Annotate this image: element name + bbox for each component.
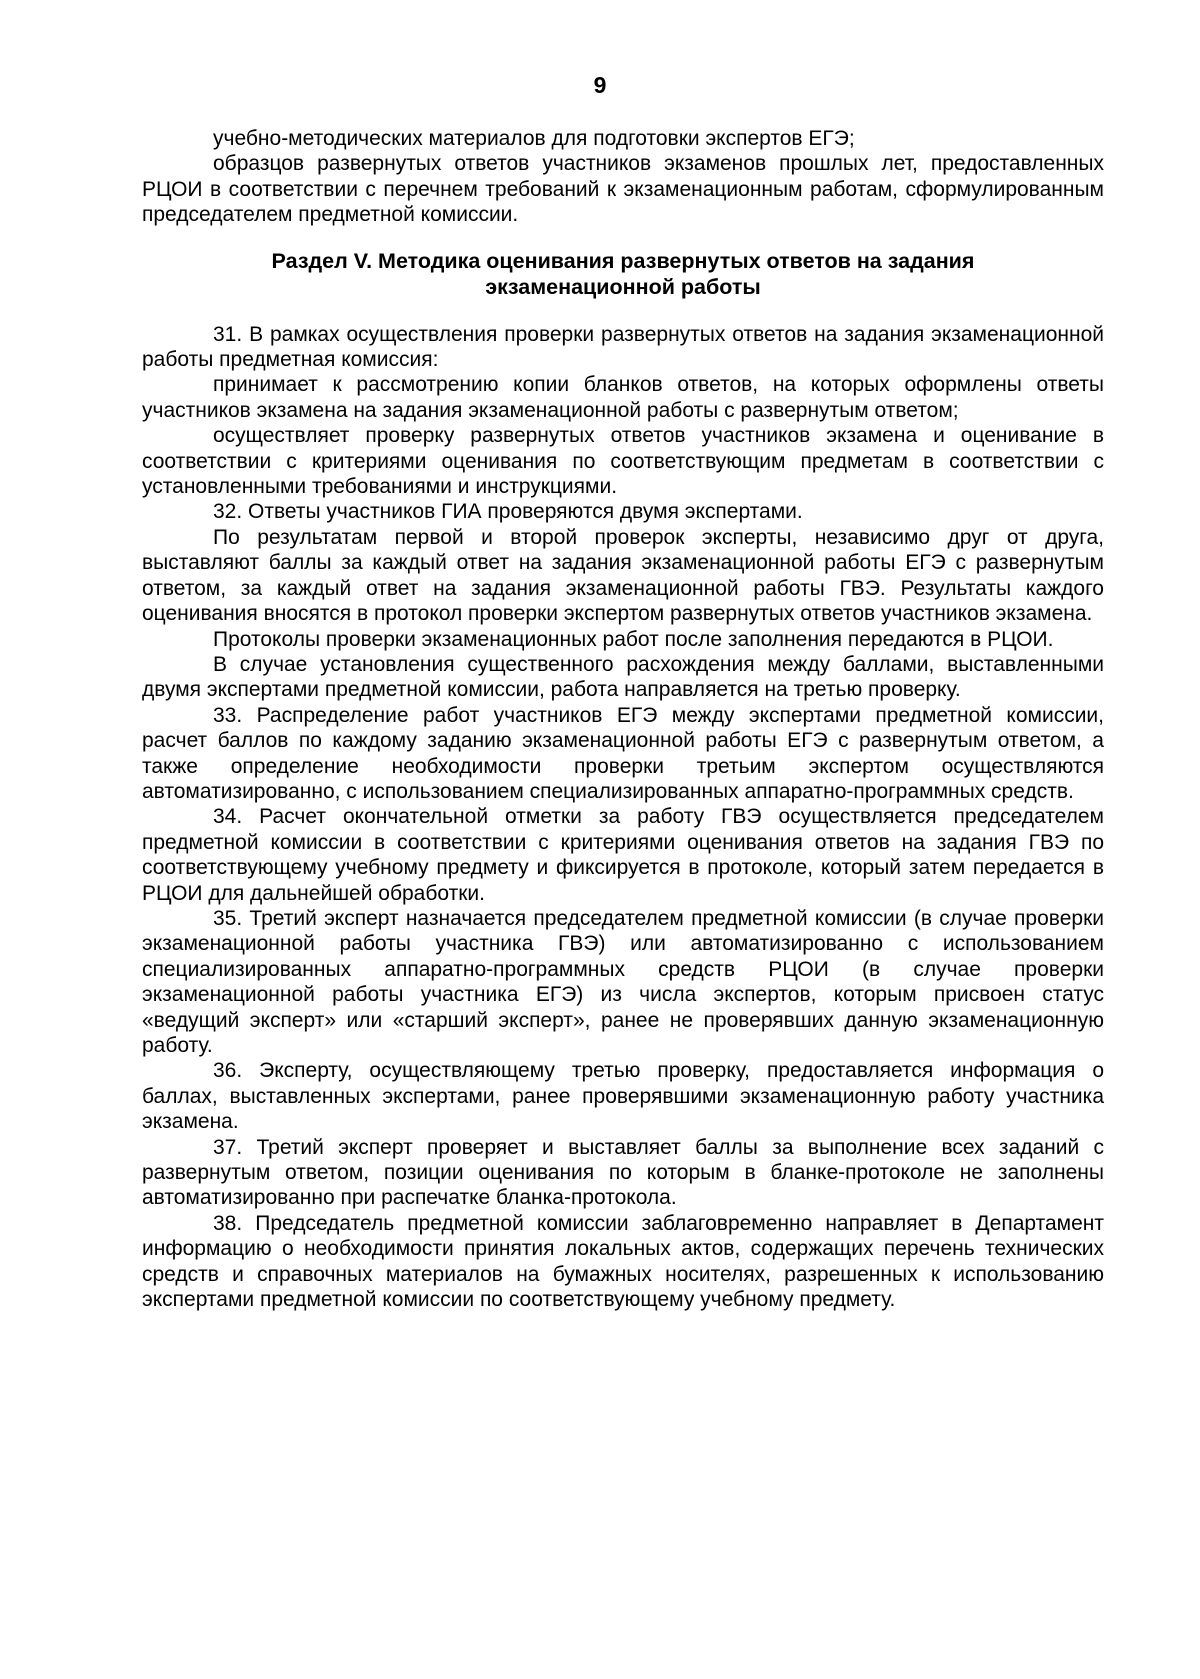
section-title-line-1: Раздел V. Методика оценивания развернутых ответов на задания xyxy=(271,248,975,273)
paragraph-32-detail: По результатам первой и второй проверок эксперты, независимо друг от друга, выставляют баллы за каждый ответ на задания экзаменационной работы ЕГЭ с развернутым ответом, за каждый ответ на задания экзаменационной работы ГВЭ. Результаты каждого оценивания вносятся в протокол проверки экспертом развернутых ответов участников экзамена. xyxy=(142,525,1104,626)
paragraph-37: 37. Третий эксперт проверяет и выставляет баллы за выполнение всех заданий с развернутым ответом, позиции оценивания по которым в бланке-протоколе не заполнены автоматизированно при распечатке бланка-протокола. xyxy=(142,1135,1104,1210)
section-title-line-2: экзаменационной работы xyxy=(485,274,761,299)
paragraph-32: 32. Ответы участников ГИА проверяются двумя экспертами. xyxy=(213,500,803,524)
document-body xyxy=(142,126,1104,1312)
paragraph-31-item-1: принимает к рассмотрению копии бланков ответов, на которых оформлены ответы участников экзамена на задания экзаменационной работы с развернутым ответом; xyxy=(142,373,1104,422)
paragraph-36: 36. Эксперту, осуществляющему третью проверку, предоставляется информация о баллах, выставленных экспертами, ранее проверявшими экзаменационную работу участника экзамена. xyxy=(142,1059,1104,1134)
page-number: 9 xyxy=(593,72,607,98)
paragraph-31: 31. В рамках осуществления проверки развернутых ответов на задания экзаменационной работы предметная комиссия: xyxy=(142,322,1104,372)
paragraph-31-item-2: осуществляет проверку развернутых ответов участников экзамена и оценивание в соответствии с критериями оценивания по соответствующим предметам в соответствии с установленными требованиями и инструкциями. xyxy=(142,424,1104,499)
section-title xyxy=(142,248,1104,300)
intro-paragraph-1: учебно-методических материалов для подготовки экспертов ЕГЭ; xyxy=(213,127,855,150)
paragraph-38: 38. Председатель предметной комиссии заблаговременно направляет в Департамент информацию о необходимости принятия локальных актов, содержащих перечень технических средств и справочных материалов на бумажных носителях, разрешенных к использованию экспертами предметной комиссии по соответствующему учебному предмету. xyxy=(142,1211,1104,1312)
paragraph-32-protocols: Протоколы проверки экзаменационных работ после заполнения передаются в РЦОИ. xyxy=(213,627,1054,651)
paragraph-35: 35. Третий эксперт назначается председателем предметной комиссии (в случае проверки экзаменационной работы участника ГВЭ) или автоматизированно с использованием специализированных аппаратно-программных средств РЦОИ (в случае проверки экзаменационной работы участника ЕГЭ) из числа экспертов, которым присвоен статус «ведущий эксперт» или «старший эксперт», ранее не проверявших данную экзаменационную работу. xyxy=(142,906,1104,1057)
paragraph-33: 33. Распределение работ участников ЕГЭ между экспертами предметной комиссии, расчет баллов по каждому заданию экзаменационной работы ЕГЭ с развернутым ответом, а также определение необходимости проверки третьим экспертом осуществляются автоматизированно, с использованием специализированных аппаратно-программных средств. xyxy=(142,703,1104,803)
intro-paragraph-2: образцов развернутых ответов участников экзаменов прошлых лет, предоставленных РЦОИ в соответствии с перечнем требований к экзаменационным работам, сформулированным председателем предметной комиссии. xyxy=(142,152,1104,227)
paragraph-32-third-check: В случае установления существенного расхождения между баллами, выставленными двумя экспертами предметной комиссии, работа направляется на третью проверку. xyxy=(142,652,1104,702)
paragraph-34: 34. Расчет окончательной отметки за работу ГВЭ осуществляется председателем предметной комиссии в соответствии с критериями оценивания ответов на задания ГВЭ по соответствующему учебному предмету и фиксируется в протоколе, который затем передается в РЦОИ для дальнейшей обработки. xyxy=(142,805,1104,905)
